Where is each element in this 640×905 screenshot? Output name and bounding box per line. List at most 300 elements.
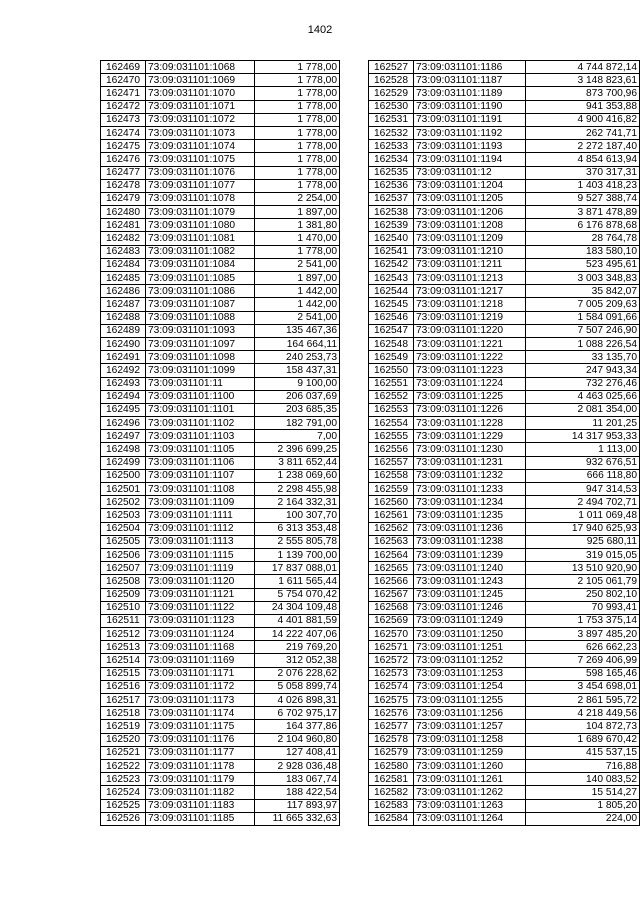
cadastral-value-cell: 14 222 407,06 bbox=[255, 628, 340, 641]
cadastral-value-cell: 312 052,38 bbox=[255, 654, 340, 667]
cadastral-number-cell: 73:09:031101:1194 bbox=[414, 153, 526, 166]
table-row bbox=[101, 324, 340, 337]
cadastral-value-cell: 6 702 975,17 bbox=[255, 707, 340, 720]
cadastral-value-cell: 11 665 332,63 bbox=[255, 812, 340, 825]
cadastral-value-cell: 732 276,46 bbox=[526, 377, 640, 390]
row-number-cell: 162573 bbox=[369, 667, 414, 680]
row-number-cell: 162498 bbox=[101, 443, 146, 456]
table-row bbox=[369, 680, 640, 693]
table-row bbox=[101, 654, 340, 667]
cadastral-value-cell: 117 893,97 bbox=[255, 799, 340, 812]
table-row bbox=[101, 707, 340, 720]
row-number-cell: 162577 bbox=[369, 720, 414, 733]
cadastral-value-cell: 17 940 625,93 bbox=[526, 522, 640, 535]
table-row bbox=[369, 192, 640, 205]
cadastral-value-cell: 5 754 070,42 bbox=[255, 588, 340, 601]
cadastral-number-cell: 73:09:031101:1228 bbox=[414, 417, 526, 430]
cadastral-value-cell: 1 611 565,44 bbox=[255, 575, 340, 588]
table-row bbox=[369, 126, 640, 139]
row-number-cell: 162502 bbox=[101, 496, 146, 509]
row-number-cell: 162480 bbox=[101, 206, 146, 219]
cadastral-value-cell: 2 164 332,31 bbox=[255, 496, 340, 509]
cadastral-number-cell: 73:09:031101:1103 bbox=[146, 430, 255, 443]
row-number-cell: 162513 bbox=[101, 641, 146, 654]
table-row bbox=[101, 667, 340, 680]
table-row bbox=[101, 733, 340, 746]
cadastral-value-cell: 7 005 209,63 bbox=[526, 298, 640, 311]
row-number-cell: 162531 bbox=[369, 113, 414, 126]
table-row bbox=[369, 469, 640, 482]
row-number-cell: 162479 bbox=[101, 192, 146, 205]
table-row bbox=[369, 575, 640, 588]
cadastral-number-cell: 73:09:031101:1168 bbox=[146, 641, 255, 654]
cadastral-value-cell: 1 753 375,14 bbox=[526, 614, 640, 627]
table-row bbox=[101, 522, 340, 535]
row-number-cell: 162510 bbox=[101, 601, 146, 614]
table-row bbox=[369, 522, 640, 535]
cadastral-value-cell: 2 298 455,98 bbox=[255, 483, 340, 496]
table-row bbox=[369, 232, 640, 245]
table-row bbox=[369, 535, 640, 548]
cadastral-value-cell: 2 541,00 bbox=[255, 311, 340, 324]
cadastral-value-cell: 127 408,41 bbox=[255, 746, 340, 759]
row-number-cell: 162471 bbox=[101, 87, 146, 100]
cadastral-number-cell: 73:09:031101:1097 bbox=[146, 337, 255, 350]
cadastral-number-cell: 73:09:031101:1213 bbox=[414, 272, 526, 285]
cadastral-value-cell: 9 100,00 bbox=[255, 377, 340, 390]
cadastral-number-cell: 73:09:031101:1222 bbox=[414, 351, 526, 364]
table-row bbox=[369, 601, 640, 614]
table-row bbox=[101, 351, 340, 364]
cadastral-value-cell: 4 854 613,94 bbox=[526, 153, 640, 166]
cadastral-value-cell: 3 454 698,01 bbox=[526, 680, 640, 693]
cadastral-number-cell: 73:09:031101:1088 bbox=[146, 311, 255, 324]
table-row bbox=[101, 628, 340, 641]
table-row bbox=[101, 364, 340, 377]
cadastral-value-cell: 1 139 700,00 bbox=[255, 548, 340, 561]
cadastral-value-cell: 2 254,00 bbox=[255, 192, 340, 205]
row-number-cell: 162578 bbox=[369, 733, 414, 746]
row-number-cell: 162514 bbox=[101, 654, 146, 667]
cadastral-value-cell: 1 778,00 bbox=[255, 179, 340, 192]
cadastral-value-cell: 188 422,54 bbox=[255, 786, 340, 799]
cadastral-number-cell: 73:09:031101:1077 bbox=[146, 179, 255, 192]
cadastral-number-cell: 73:09:031101:1078 bbox=[146, 192, 255, 205]
cadastral-number-cell: 73:09:031101:1174 bbox=[146, 707, 255, 720]
row-number-cell: 162501 bbox=[101, 483, 146, 496]
cadastral-value-cell: 598 165,46 bbox=[526, 667, 640, 680]
cadastral-number-cell: 73:09:031101:1075 bbox=[146, 153, 255, 166]
table-row bbox=[369, 456, 640, 469]
cadastral-value-cell: 1 778,00 bbox=[255, 113, 340, 126]
cadastral-number-cell: 73:09:031101:1261 bbox=[414, 773, 526, 786]
cadastral-value-cell: 100 307,70 bbox=[255, 509, 340, 522]
row-number-cell: 162563 bbox=[369, 535, 414, 548]
table-row bbox=[101, 456, 340, 469]
table-row bbox=[101, 812, 340, 825]
table-row bbox=[101, 641, 340, 654]
row-number-cell: 162481 bbox=[101, 219, 146, 232]
cadastral-value-cell: 158 437,31 bbox=[255, 364, 340, 377]
cadastral-number-cell: 73:09:031101:1107 bbox=[146, 469, 255, 482]
table-row bbox=[369, 390, 640, 403]
row-number-cell: 162561 bbox=[369, 509, 414, 522]
cadastral-number-cell: 73:09:031101:1243 bbox=[414, 575, 526, 588]
table-row bbox=[369, 746, 640, 759]
cadastral-value-cell: 1 088 226,54 bbox=[526, 337, 640, 350]
table-row bbox=[369, 364, 640, 377]
row-number-cell: 162476 bbox=[101, 153, 146, 166]
cadastral-number-cell: 73:09:031101:1087 bbox=[146, 298, 255, 311]
table-row bbox=[369, 654, 640, 667]
table-row bbox=[369, 548, 640, 561]
cadastral-number-cell: 73:09:031101:1098 bbox=[146, 351, 255, 364]
row-number-cell: 162553 bbox=[369, 403, 414, 416]
cadastral-value-cell: 2 541,00 bbox=[255, 258, 340, 271]
cadastral-value-cell: 4 218 449,56 bbox=[526, 707, 640, 720]
cadastral-value-cell: 925 680,11 bbox=[526, 535, 640, 548]
cadastral-number-cell: 73:09:031101:1082 bbox=[146, 245, 255, 258]
table-row bbox=[101, 786, 340, 799]
table-row bbox=[101, 272, 340, 285]
row-number-cell: 162532 bbox=[369, 126, 414, 139]
row-number-cell: 162488 bbox=[101, 311, 146, 324]
table-row bbox=[369, 417, 640, 430]
table-row bbox=[369, 496, 640, 509]
row-number-cell: 162525 bbox=[101, 799, 146, 812]
row-number-cell: 162505 bbox=[101, 535, 146, 548]
cadastral-value-cell: 415 537,15 bbox=[526, 746, 640, 759]
row-number-cell: 162562 bbox=[369, 522, 414, 535]
cadastral-number-cell: 73:09:031101:1111 bbox=[146, 509, 255, 522]
row-number-cell: 162475 bbox=[101, 140, 146, 153]
cadastral-number-cell: 73:09:031101:1238 bbox=[414, 535, 526, 548]
cadastral-value-cell: 370 317,31 bbox=[526, 166, 640, 179]
table-row bbox=[369, 562, 640, 575]
cadastral-value-cell: 1 778,00 bbox=[255, 166, 340, 179]
cadastral-value-cell: 28 764,78 bbox=[526, 232, 640, 245]
cadastral-number-cell: 73:09:031101:1169 bbox=[146, 654, 255, 667]
table-row bbox=[101, 61, 340, 74]
cadastral-value-cell: 1 442,00 bbox=[255, 285, 340, 298]
row-number-cell: 162492 bbox=[101, 364, 146, 377]
cadastral-number-cell: 73:09:031101:1250 bbox=[414, 628, 526, 641]
cadastral-value-cell: 3 897 485,20 bbox=[526, 628, 640, 641]
row-number-cell: 162537 bbox=[369, 192, 414, 205]
cadastral-value-cell: 626 662,23 bbox=[526, 641, 640, 654]
cadastral-number-cell: 73:09:031101:1225 bbox=[414, 390, 526, 403]
table-row bbox=[369, 113, 640, 126]
cadastral-number-cell: 73:09:031101:1208 bbox=[414, 219, 526, 232]
table-row bbox=[369, 799, 640, 812]
cadastral-number-cell: 73:09:031101:1073 bbox=[146, 126, 255, 139]
table-row bbox=[101, 390, 340, 403]
cadastral-number-cell: 73:09:031101:1079 bbox=[146, 206, 255, 219]
table-row bbox=[101, 337, 340, 350]
row-number-cell: 162482 bbox=[101, 232, 146, 245]
table-row bbox=[369, 483, 640, 496]
row-number-cell: 162535 bbox=[369, 166, 414, 179]
table-row bbox=[369, 667, 640, 680]
row-number-cell: 162554 bbox=[369, 417, 414, 430]
row-number-cell: 162582 bbox=[369, 786, 414, 799]
table-row bbox=[101, 311, 340, 324]
cadastral-number-cell: 73:09:031101:1172 bbox=[146, 680, 255, 693]
cadastral-value-cell: 14 317 953,33 bbox=[526, 430, 640, 443]
cadastral-number-cell: 73:09:031101:1264 bbox=[414, 812, 526, 825]
cadastral-value-cell: 7 507 246,90 bbox=[526, 324, 640, 337]
cadastral-number-cell: 73:09:031101:1112 bbox=[146, 522, 255, 535]
table-row bbox=[369, 786, 640, 799]
row-number-cell: 162572 bbox=[369, 654, 414, 667]
cadastral-value-cell: 182 791,00 bbox=[255, 417, 340, 430]
table-row bbox=[369, 285, 640, 298]
row-number-cell: 162546 bbox=[369, 311, 414, 324]
row-number-cell: 162569 bbox=[369, 614, 414, 627]
cadastral-number-cell: 73:09:031101:1069 bbox=[146, 74, 255, 87]
row-number-cell: 162487 bbox=[101, 298, 146, 311]
cadastral-number-cell: 73:09:031101:1205 bbox=[414, 192, 526, 205]
cadastral-number-cell: 73:09:031101:1239 bbox=[414, 548, 526, 561]
cadastral-value-cell: 135 467,36 bbox=[255, 324, 340, 337]
cadastral-number-cell: 73:09:031101:1076 bbox=[146, 166, 255, 179]
cadastral-value-cell: 240 253,73 bbox=[255, 351, 340, 364]
table-row bbox=[101, 113, 340, 126]
row-number-cell: 162507 bbox=[101, 562, 146, 575]
cadastral-value-cell: 11 201,25 bbox=[526, 417, 640, 430]
table-row bbox=[101, 417, 340, 430]
row-number-cell: 162559 bbox=[369, 483, 414, 496]
cadastral-number-cell: 73:09:031101:1236 bbox=[414, 522, 526, 535]
row-number-cell: 162469 bbox=[101, 61, 146, 74]
row-number-cell: 162544 bbox=[369, 285, 414, 298]
cadastral-value-cell: 1 442,00 bbox=[255, 298, 340, 311]
cadastral-number-cell: 73:09:031101:1230 bbox=[414, 443, 526, 456]
cadastral-number-cell: 73:09:031101:1093 bbox=[146, 324, 255, 337]
cadastral-number-cell: 73:09:031101:1253 bbox=[414, 667, 526, 680]
cadastral-value-cell: 2 396 699,25 bbox=[255, 443, 340, 456]
table-row bbox=[101, 403, 340, 416]
table-row bbox=[101, 87, 340, 100]
row-number-cell: 162545 bbox=[369, 298, 414, 311]
row-number-cell: 162548 bbox=[369, 337, 414, 350]
row-number-cell: 162579 bbox=[369, 746, 414, 759]
row-number-cell: 162521 bbox=[101, 746, 146, 759]
cadastral-value-cell: 6 313 353,48 bbox=[255, 522, 340, 535]
row-number-cell: 162560 bbox=[369, 496, 414, 509]
cadastral-value-cell: 2 861 595,72 bbox=[526, 694, 640, 707]
table-row bbox=[101, 100, 340, 113]
cadastral-number-cell: 73:09:031101:1074 bbox=[146, 140, 255, 153]
table-row bbox=[369, 61, 640, 74]
cadastral-number-cell: 73:09:031101:1226 bbox=[414, 403, 526, 416]
table-row bbox=[369, 351, 640, 364]
table-row bbox=[369, 628, 640, 641]
row-number-cell: 162499 bbox=[101, 456, 146, 469]
cadastral-value-cell: 4 900 416,82 bbox=[526, 113, 640, 126]
cadastral-number-cell: 73:09:031101:1175 bbox=[146, 720, 255, 733]
table-row bbox=[101, 614, 340, 627]
row-number-cell: 162533 bbox=[369, 140, 414, 153]
row-number-cell: 162556 bbox=[369, 443, 414, 456]
table-row bbox=[369, 87, 640, 100]
row-number-cell: 162522 bbox=[101, 759, 146, 772]
cadastral-value-cell: 203 685,35 bbox=[255, 403, 340, 416]
cadastral-number-cell: 73:09:031101:1232 bbox=[414, 469, 526, 482]
row-number-cell: 162486 bbox=[101, 285, 146, 298]
table-row bbox=[369, 377, 640, 390]
cadastral-number-cell: 73:09:031101:12 bbox=[414, 166, 526, 179]
row-number-cell: 162490 bbox=[101, 337, 146, 350]
row-number-cell: 162520 bbox=[101, 733, 146, 746]
cadastral-value-cell: 7 269 406,99 bbox=[526, 654, 640, 667]
table-row bbox=[101, 179, 340, 192]
row-number-cell: 162542 bbox=[369, 258, 414, 271]
cadastral-value-cell: 206 037,69 bbox=[255, 390, 340, 403]
cadastral-value-cell: 7,00 bbox=[255, 430, 340, 443]
cadastral-number-cell: 73:09:031101:1182 bbox=[146, 786, 255, 799]
cadastral-number-cell: 73:09:031101:1245 bbox=[414, 588, 526, 601]
cadastral-number-cell: 73:09:031101:1218 bbox=[414, 298, 526, 311]
cadastral-number-cell: 73:09:031101:1255 bbox=[414, 694, 526, 707]
cadastral-value-cell: 1 778,00 bbox=[255, 87, 340, 100]
table-row bbox=[369, 509, 640, 522]
cadastral-value-cell: 4 744 872,14 bbox=[526, 61, 640, 74]
cadastral-number-cell: 73:09:031101:1101 bbox=[146, 403, 255, 416]
row-number-cell: 162500 bbox=[101, 469, 146, 482]
cadastral-number-cell: 73:09:031101:1100 bbox=[146, 390, 255, 403]
cadastral-value-cell: 9 527 388,74 bbox=[526, 192, 640, 205]
table-row bbox=[369, 166, 640, 179]
cadastral-number-cell: 73:09:031101:1259 bbox=[414, 746, 526, 759]
register-table-left bbox=[100, 60, 340, 826]
row-number-cell: 162504 bbox=[101, 522, 146, 535]
cadastral-value-cell: 873 700,96 bbox=[526, 87, 640, 100]
cadastral-value-cell: 33 135,70 bbox=[526, 351, 640, 364]
cadastral-value-cell: 941 353,88 bbox=[526, 100, 640, 113]
row-number-cell: 162547 bbox=[369, 324, 414, 337]
cadastral-value-cell: 1 011 069,48 bbox=[526, 509, 640, 522]
cadastral-number-cell: 73:09:031101:1190 bbox=[414, 100, 526, 113]
cadastral-value-cell: 1 113,00 bbox=[526, 443, 640, 456]
cadastral-value-cell: 1 403 418,23 bbox=[526, 179, 640, 192]
cadastral-value-cell: 1 778,00 bbox=[255, 153, 340, 166]
cadastral-value-cell: 4 401 881,59 bbox=[255, 614, 340, 627]
cadastral-number-cell: 73:09:031101:1186 bbox=[414, 61, 526, 74]
row-number-cell: 162566 bbox=[369, 575, 414, 588]
row-number-cell: 162571 bbox=[369, 641, 414, 654]
row-number-cell: 162508 bbox=[101, 575, 146, 588]
table-row bbox=[369, 140, 640, 153]
cadastral-value-cell: 70 993,41 bbox=[526, 601, 640, 614]
cadastral-value-cell: 2 494 702,71 bbox=[526, 496, 640, 509]
cadastral-number-cell: 73:09:031101:1257 bbox=[414, 720, 526, 733]
row-number-cell: 162497 bbox=[101, 430, 146, 443]
row-number-cell: 162478 bbox=[101, 179, 146, 192]
row-number-cell: 162519 bbox=[101, 720, 146, 733]
cadastral-value-cell: 104 872,73 bbox=[526, 720, 640, 733]
table-row bbox=[101, 720, 340, 733]
row-number-cell: 162549 bbox=[369, 351, 414, 364]
cadastral-value-cell: 164 377,86 bbox=[255, 720, 340, 733]
cadastral-number-cell: 73:09:031101:1109 bbox=[146, 496, 255, 509]
row-number-cell: 162527 bbox=[369, 61, 414, 74]
cadastral-value-cell: 262 741,71 bbox=[526, 126, 640, 139]
cadastral-number-cell: 73:09:031101:1204 bbox=[414, 179, 526, 192]
cadastral-number-cell: 73:09:031101:1192 bbox=[414, 126, 526, 139]
cadastral-number-cell: 73:09:031101:1262 bbox=[414, 786, 526, 799]
table-row bbox=[101, 192, 340, 205]
cadastral-number-cell: 73:09:031101:1183 bbox=[146, 799, 255, 812]
cadastral-number-cell: 73:09:031101:1123 bbox=[146, 614, 255, 627]
cadastral-number-cell: 73:09:031101:1240 bbox=[414, 562, 526, 575]
table-row bbox=[101, 126, 340, 139]
table-row bbox=[101, 219, 340, 232]
cadastral-number-cell: 73:09:031101:1252 bbox=[414, 654, 526, 667]
row-number-cell: 162506 bbox=[101, 548, 146, 561]
table-row bbox=[101, 509, 340, 522]
cadastral-value-cell: 140 083,52 bbox=[526, 773, 640, 786]
table-row bbox=[101, 746, 340, 759]
cadastral-value-cell: 5 058 899,74 bbox=[255, 680, 340, 693]
table-row bbox=[101, 443, 340, 456]
register-table-right bbox=[368, 60, 640, 826]
row-number-cell: 162538 bbox=[369, 206, 414, 219]
row-number-cell: 162575 bbox=[369, 694, 414, 707]
row-number-cell: 162524 bbox=[101, 786, 146, 799]
row-number-cell: 162503 bbox=[101, 509, 146, 522]
row-number-cell: 162565 bbox=[369, 562, 414, 575]
row-number-cell: 162583 bbox=[369, 799, 414, 812]
cadastral-number-cell: 73:09:031101:1080 bbox=[146, 219, 255, 232]
cadastral-value-cell: 13 510 920,90 bbox=[526, 562, 640, 575]
row-number-cell: 162558 bbox=[369, 469, 414, 482]
row-number-cell: 162496 bbox=[101, 417, 146, 430]
row-number-cell: 162576 bbox=[369, 707, 414, 720]
cadastral-number-cell: 73:09:031101:1206 bbox=[414, 206, 526, 219]
cadastral-number-cell: 73:09:031101:1234 bbox=[414, 496, 526, 509]
table-row bbox=[101, 74, 340, 87]
table-row bbox=[101, 694, 340, 707]
table-row bbox=[101, 377, 340, 390]
row-number-cell: 162534 bbox=[369, 153, 414, 166]
table-row bbox=[101, 483, 340, 496]
row-number-cell: 162555 bbox=[369, 430, 414, 443]
cadastral-value-cell: 164 664,11 bbox=[255, 337, 340, 350]
cadastral-number-cell: 73:09:031101:1068 bbox=[146, 61, 255, 74]
cadastral-number-cell: 73:09:031101:1224 bbox=[414, 377, 526, 390]
cadastral-value-cell: 523 495,61 bbox=[526, 258, 640, 271]
table-row bbox=[101, 285, 340, 298]
table-row bbox=[369, 773, 640, 786]
row-number-cell: 162489 bbox=[101, 324, 146, 337]
cadastral-number-cell: 73:09:031101:1115 bbox=[146, 548, 255, 561]
row-number-cell: 162584 bbox=[369, 812, 414, 825]
table-row bbox=[101, 548, 340, 561]
cadastral-number-cell: 73:09:031101:1086 bbox=[146, 285, 255, 298]
table-row bbox=[101, 759, 340, 772]
cadastral-number-cell: 73:09:031101:1120 bbox=[146, 575, 255, 588]
cadastral-number-cell: 73:09:031101:1193 bbox=[414, 140, 526, 153]
table-row bbox=[369, 641, 640, 654]
table-row bbox=[369, 430, 640, 443]
row-number-cell: 162526 bbox=[101, 812, 146, 825]
cadastral-value-cell: 1 805,20 bbox=[526, 799, 640, 812]
cadastral-value-cell: 24 304 109,48 bbox=[255, 601, 340, 614]
cadastral-value-cell: 250 802,10 bbox=[526, 588, 640, 601]
row-number-cell: 162552 bbox=[369, 390, 414, 403]
cadastral-value-cell: 947 314,53 bbox=[526, 483, 640, 496]
